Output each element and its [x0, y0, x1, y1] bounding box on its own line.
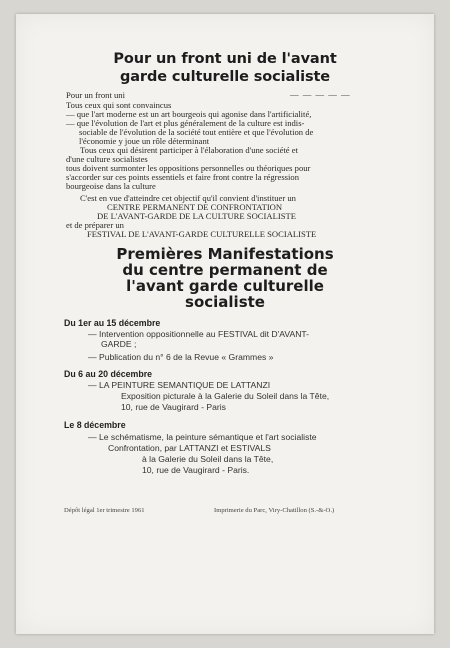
program-item: à la Galerie du Soleil dans la Tête,: [142, 454, 274, 464]
program-item: Exposition picturale à la Galerie du Soleil dans la Tête,: [121, 391, 330, 401]
subtitle-line-1: Premières Manifestations: [116, 245, 334, 263]
program-item: — Publication du n° 6 de la Revue « Grammes »: [88, 352, 274, 362]
intro-line: l'économie y joue un rôle déterminant: [79, 136, 210, 146]
objective-centre-line: DE L'AVANT-GARDE DE LA CULTURE SOCIALISTE: [97, 211, 296, 221]
subtitle-line-3: l'avant garde culturelle: [126, 277, 324, 295]
objective-line: et de préparer un: [66, 220, 124, 230]
objective-centre-line: CENTRE PERMANENT DE CONFRONTATION: [107, 202, 283, 212]
intro-line: s'accorder sur ces points essentiels et faire front contre la régression: [66, 172, 300, 182]
program-item: — Intervention oppositionnelle au FESTIVAL dit D'AVANT-: [88, 329, 310, 339]
intro-line: bourgeoise dans la culture: [66, 181, 156, 191]
intro-line: Tous ceux qui désirent participer à l'élaboration d'une société et: [80, 145, 298, 155]
intro-line: tous doivent surmonter les oppositions personnelles ou théoriques pour: [66, 163, 311, 173]
intro-line: Tous ceux qui sont convaincus: [66, 100, 172, 110]
program-date: Du 6 au 20 décembre: [64, 369, 153, 379]
program-item: 10, rue de Vaugirard - Paris: [121, 402, 226, 412]
program-item: — Le schématisme, la peinture sémantique et l'art socialiste: [88, 432, 317, 442]
intro-line: d'une culture socialistes: [66, 154, 148, 164]
subtitle-line-2: du centre permanent de: [122, 261, 328, 279]
document-page: [16, 14, 434, 634]
footer-printer: Imprimerie du Parc, Viry-Chatillon (S.-&-O.): [214, 507, 335, 514]
signature-blank: — — — — —: [290, 89, 351, 99]
program-item: GARDE ;: [101, 339, 137, 349]
intro-line: — que l'évolution de l'art et plus généralement de la culture est indis-: [66, 118, 305, 128]
program-item: — LA PEINTURE SEMANTIQUE DE LATTANZI: [88, 380, 271, 390]
objective-line: C'est en vue d'atteindre cet objectif qu'il convient d'instituer un: [80, 193, 296, 203]
program-date: Du 1er au 15 décembre: [64, 318, 161, 328]
title-line-2: garde culturelle socialiste: [119, 69, 331, 85]
objective-festival-line: FESTIVAL DE L'AVANT-GARDE CULTURELLE SOCIALISTE: [87, 229, 317, 239]
intro-line: — que l'art moderne est un art bourgeois qui agonise dans l'artificialité,: [66, 109, 312, 119]
intro-line: sociable de l'évolution de la société tout entière et que l'évolution de: [79, 127, 314, 137]
program-item: Confrontation, par LATTANZI et ESTIVALS: [108, 443, 271, 453]
title-line-1: Pour un front uni de l'avant: [113, 51, 337, 67]
intro-lead: Pour un front uni: [66, 90, 125, 100]
program-item: 10, rue de Vaugirard - Paris.: [142, 465, 250, 475]
footer-legal-deposit: Dépôt légal 1er trimestre 1961: [64, 507, 145, 514]
program-date: Le 8 décembre: [64, 420, 126, 430]
subtitle-line-4: socialiste: [185, 293, 265, 311]
